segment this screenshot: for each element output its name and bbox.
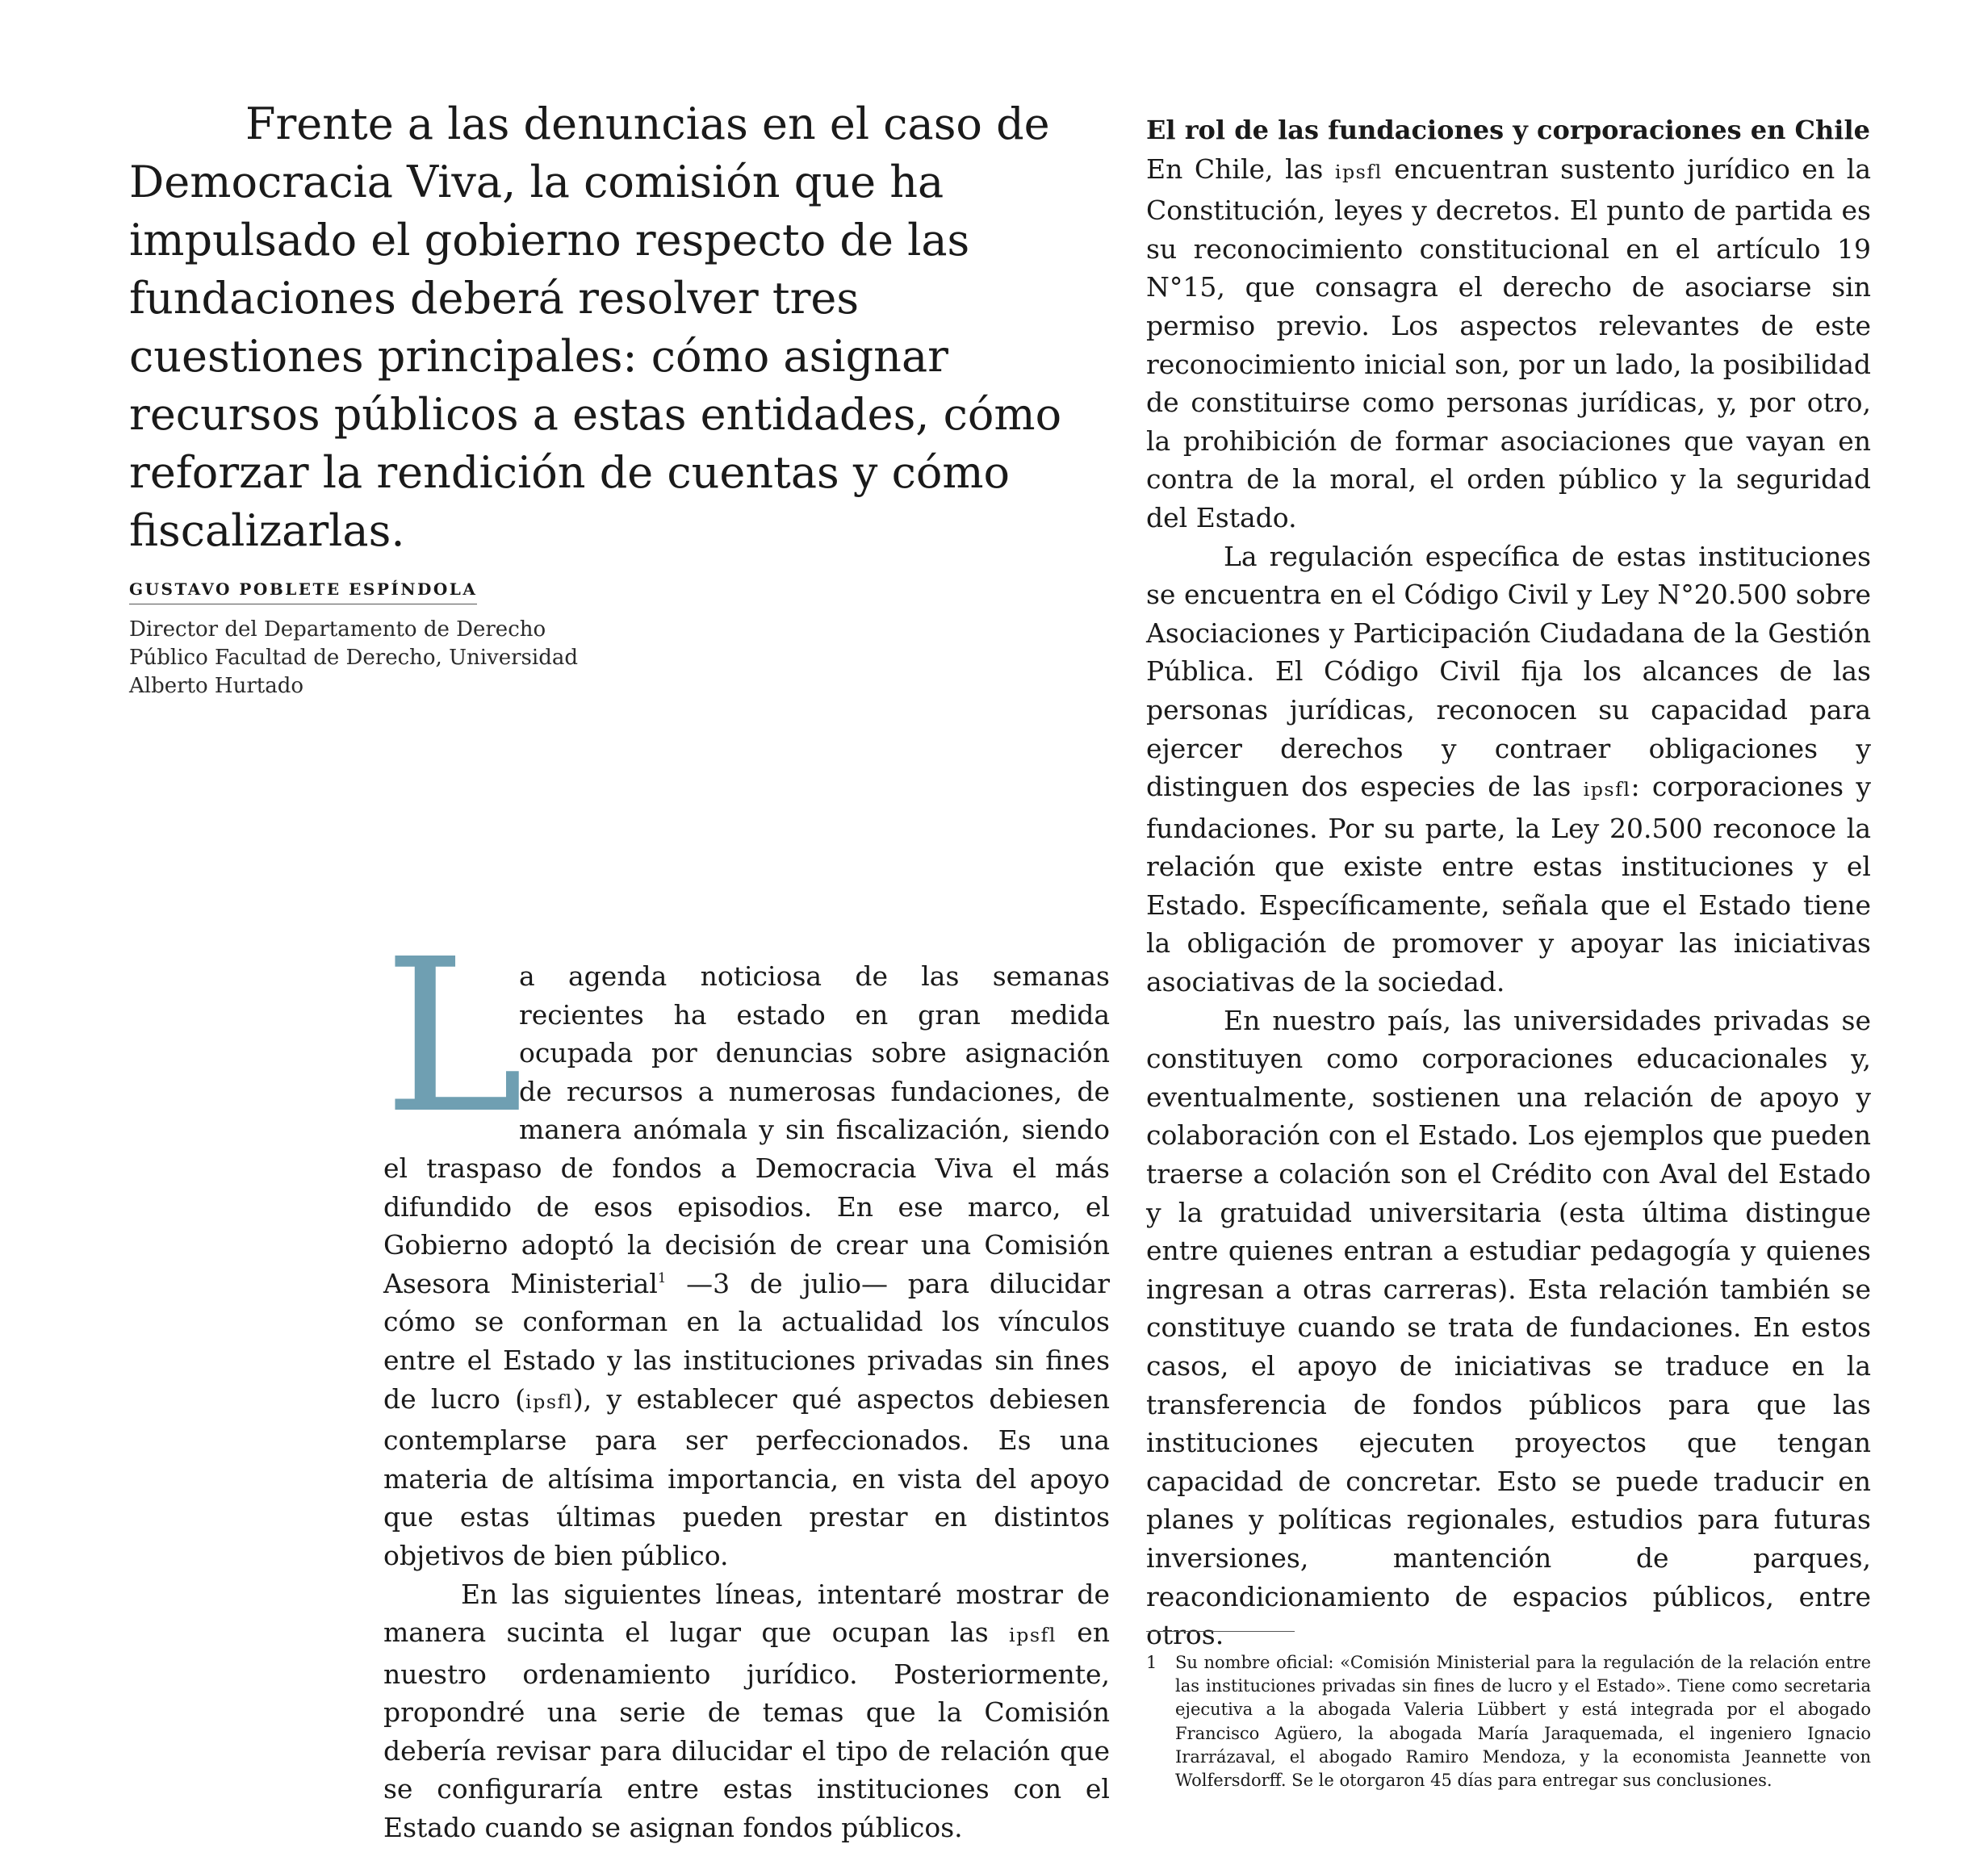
article-paragraph-4 — [1146, 537, 1871, 1002]
author-role: Director del Departamento de Derecho Público Facultad de Derecho, Universidad Alberto Hurtado — [129, 617, 579, 698]
section-title: El rol de las fundaciones y corporaciones en Chile — [1146, 115, 1870, 145]
article-paragraph-1 — [383, 914, 1110, 1575]
p3-text-a: En Chile, las — [1146, 153, 1335, 185]
p4-text-b: : corporaciones y fundaciones. Por su parte, la Ley 20.500 reconoce la relación que existe entre estas instituciones y el Estado. Específicamente, señala que el Estado tiene la obligación de promover y apoyar las iniciativas asociativas de la sociedad. — [1146, 771, 1871, 998]
abbr-ipsfl: ipsfl — [1334, 160, 1383, 183]
author-name: GUSTAVO POBLETE ESPÍNDOLA — [129, 579, 477, 604]
article-column-left — [383, 914, 1110, 1847]
p2-text-a: En las siguientes líneas, intentaré mostrar de manera sucinta el lugar que ocupan las — [383, 1578, 1110, 1649]
article-paragraph-3 — [1146, 150, 1871, 537]
p1-text-c: ), y establecer qué aspectos debiesen contemplarse para ser perfeccionados. Es una materia de altísima importancia, en vista del apoyo que estas últimas pueden prestar en distintos objetivos de bien público. — [383, 1382, 1110, 1571]
abbr-ipsfl: ipsfl — [1583, 778, 1631, 801]
p1-text-a: a agenda noticiosa de las semanas recientes ha estado en gran medida ocupada por denuncias sobre asignación de recursos a numerosas fundaciones, de manera anómala y sin fiscalización, siendo el traspaso de fondos a Democracia Viva el más difundido de esos episodios. En ese marco, el Gobierno adoptó la decisión de crear una Comisión Asesora Ministerial — [383, 960, 1110, 1299]
author-block — [129, 579, 613, 700]
abbr-ipsfl: ipsfl — [1009, 1624, 1057, 1647]
footnote-number: 1 — [1146, 1653, 1157, 1672]
article-column-right — [1146, 111, 1871, 1654]
footnote-reference-1[interactable]: 1 — [657, 1269, 667, 1286]
drop-cap-box — [383, 914, 524, 1160]
p2-text-b: en nuestro ordenamiento jurídico. Posteriormente, propondré una serie de temas que la Comisión debería revisar para dilucidar el tipo de relación que se configuraría entre estas instituciones con el Estado cuando se asignan fondos públicos. — [383, 1616, 1110, 1844]
footnote-1 — [1146, 1651, 1871, 1792]
p1-text-b: —3 de julio— para dilucidar cómo se conforman en la actualidad los vínculos entre el Estado y las instituciones privadas sin fines de lucro ( — [383, 1267, 1110, 1415]
p3-text-b: encuentran sustento jurídico en la Constitución, leyes y decretos. El punto de partida es su reconocimiento constitucional en el artículo 19 N°15, que consagra el derecho de asociarse sin permiso previo. Los aspectos relevantes de este reconocimiento inicial son, por un lado, la posibilidad de constituirse como personas jurídicas, y, por otro, la prohibición de formar asociaciones que vayan en contra de la moral, el orden público y la seguridad del Estado. — [1146, 153, 1871, 533]
drop-cap-letter: L — [383, 914, 524, 1160]
p4-text-a: La regulación específica de estas instituciones se encuentra en el Código Civil y Ley N°20.500 sobre Asociaciones y Participación Ciudadana de la Gestión Pública. El Código Civil fija los alcances de las personas jurídicas, reconocen su capacidad para ejercer derechos y contraer obligaciones y distinguen dos especies de las — [1146, 540, 1871, 803]
article-paragraph-5: En nuestro país, las universidades privadas se constituyen como corporaciones educacionales y, eventualmente, sostienen una relación de apoyo y colaboración con el Estado. Los ejemplos que pueden traerse a colación son el Crédito con Aval del Estado y la gratuidad universitaria (esta última distingue entre quienes entran a estudiar pedagogía y quienes ingresan a otras carreras). Esta relación también se constituye cuando se trata de fundaciones. En estos casos, el apoyo de iniciativas se traduce en la transferencia de fondos públicos para que las instituciones ejecuten proyectos que tengan capacidad de concretar. Esto se puede traducir en planes y políticas regionales, estudios para futuras inversiones, mantención de parques, reacondicionamiento de espacios públicos, entre otros. — [1146, 1004, 1871, 1651]
lead-standfirst: Frente a las denuncias en el caso de Democracia Viva, la comisión que ha impulsado el gobierno respecto de las fundaciones deberá resolver tres cuestiones principales: cómo asignar recursos públicos a estas entidades, cómo reforzar la rendición de cuentas y cómo fiscalizarlas. — [129, 98, 1062, 556]
footnote-divider — [1146, 1631, 1295, 1632]
article-paragraph-2 — [383, 1575, 1110, 1847]
footnote-text: Su nombre oficial: «Comisión Ministerial para la regulación de la relación entre las instituciones privadas sin fines de lucro y el Estado». Tiene como secretaria ejecutiva a la abogada Valeria Lübbert y está integrada por el abogado Francisco Agüero, la abogada María Jaraquemada, el ingeniero Ignacio Irarrázaval, el abogado Ramiro Mendoza, y la economista Jeannette von Wolfersdorff. Se le otorgaron 45 días para entregar sus conclusiones. — [1175, 1653, 1871, 1791]
abbr-ipsfl: ipsfl — [525, 1390, 573, 1413]
